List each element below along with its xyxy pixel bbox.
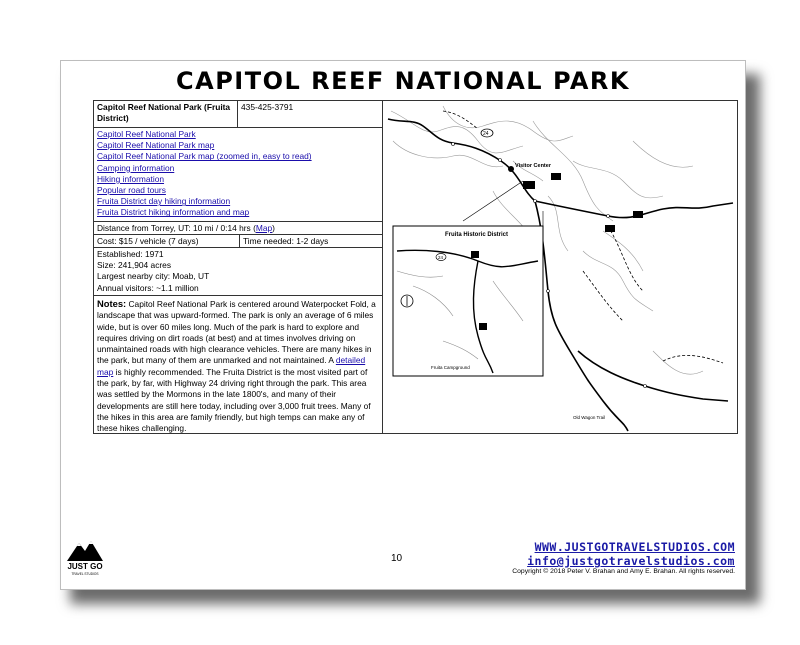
cost-row (94, 235, 382, 248)
just-go-logo (61, 531, 109, 577)
parking-icon (605, 225, 615, 232)
link-park[interactable]: Capitol Reef National Park (97, 129, 196, 139)
copyright-text: Copyright © 2018 Peter V. Brahan and Amy E. Brahan. All rights reserved. (512, 568, 735, 575)
fruita-inset (393, 226, 543, 376)
visitors-text: Annual visitors: ~1.1 million (97, 282, 199, 293)
link-hiking[interactable]: Hiking information (97, 173, 165, 184)
link-park-map-zoomed[interactable]: Capitol Reef National Park map (zoomed in, easy to read) (97, 151, 312, 162)
mountain-logo-icon (61, 531, 109, 577)
header-row (94, 101, 382, 128)
page-number: 10 (391, 553, 403, 564)
links-row (94, 128, 382, 222)
park-map (382, 101, 739, 433)
email-link[interactable]: info@justgotravelstudios.com (527, 554, 735, 568)
cost-text: Cost: $15 / vehicle (7 days) (97, 236, 199, 246)
document-page (60, 60, 746, 590)
size-text: Size: 241,904 acres (97, 260, 172, 271)
distance-label: Distance from Torrey, UT: 10 mi / 0:14 hrs ( (97, 223, 256, 233)
inset-title: Fruita Historic District (445, 232, 509, 238)
inset-visitor-icon (471, 251, 479, 258)
park-map-svg (383, 101, 739, 433)
facts-cell (94, 248, 382, 295)
fruita-campground-label: Fruita Campground (431, 365, 470, 370)
link-list (94, 128, 382, 221)
visitor-center-marker (508, 166, 514, 172)
notes-paragraph (94, 296, 382, 437)
established-text: Established: 1971 (97, 249, 164, 259)
campground-icon (551, 173, 561, 180)
notes-label: Notes: (97, 298, 127, 309)
time-needed-text: Time needed: 1-2 days (243, 236, 329, 246)
link-camping[interactable]: Camping information (97, 162, 175, 173)
page-title: CAPITOL REEF NATIONAL PARK (176, 67, 630, 95)
park-phone: 435-425-3791 (241, 102, 294, 112)
facts-row (94, 248, 382, 296)
info-table (93, 100, 738, 434)
logo-text: JUST GO (67, 562, 103, 571)
link-fruita-hiking-map[interactable]: Fruita District hiking information and map (97, 207, 250, 218)
notes-text-1: Capitol Reef National Park is centered around Waterpocket Fold, a landscape that was upward-formed. The park is only an average of 6 miles wide, but is over 60 miles long. Much of the park is hard to explore and requires driving on dirt roads (at best) and at times involves driving on unmaintained roads with high clearance vehicles. There are many hikes in the park, but many of them are unmarked and not maintained. A (97, 299, 376, 366)
highway-number: 24 (483, 131, 489, 137)
distance-row (94, 222, 382, 235)
detailed-map-link[interactable]: detailed map (97, 355, 366, 377)
link-road-tours[interactable]: Popular road tours (97, 185, 166, 196)
distance-map-link[interactable]: Map (255, 223, 273, 233)
link-fruita-day-hiking[interactable]: Fruita District day hiking information (97, 196, 231, 207)
website-link[interactable]: WWW.JUSTGOTRAVELSTUDIOS.COM (534, 540, 735, 554)
link-park-map[interactable]: Capitol Reef National Park map (97, 140, 215, 151)
logo-subtext: TRAVEL STUDIOS (71, 572, 99, 576)
nearest-city-text: Largest nearby city: Moab, UT (97, 271, 210, 282)
park-name: Capitol Reef National Park (Fruita District) (97, 102, 231, 124)
distance-close: ) (272, 223, 275, 233)
visitor-center-label: Visitor Center (515, 163, 551, 169)
facility-icon (523, 181, 535, 189)
inset-camp-icon (479, 323, 487, 330)
distance-text (94, 222, 382, 234)
notes-text-2: is highly recommended. The Fruita District is the most visited part of the park, by far, with Highway 24 driving right through the park. This area was settled by the Mormons in the late 1800's, and many of their developments are still here today, including over 3,000 fruit trees. Many of the hikes in this area are family friendly, but high temps can make any of these hikes challenging. (97, 366, 371, 434)
inset-highway-number: 24 (438, 255, 444, 260)
old-wagon-trail-label: Old Wagon Trail (573, 415, 606, 420)
trailhead-icon (633, 211, 643, 218)
